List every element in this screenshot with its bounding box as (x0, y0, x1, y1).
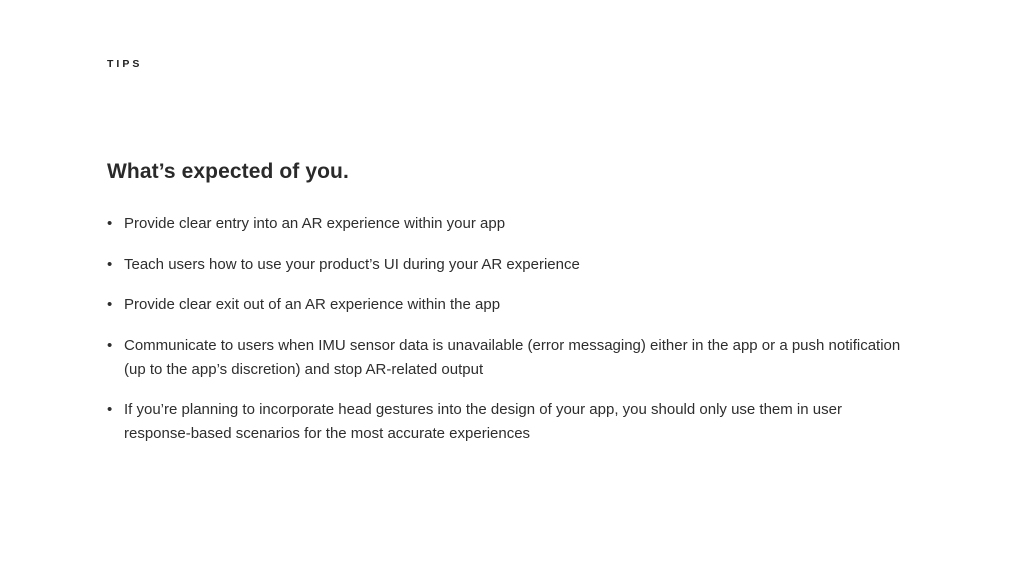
list-item (107, 212, 907, 236)
tip-text: Communicate to users when IMU sensor data is unavailable (error messaging) either in the app or a push notification (up to the app’s discretion) and stop AR-related output (124, 336, 901, 378)
section-eyebrow: TIPS (107, 58, 143, 70)
list-item (107, 334, 907, 382)
bullet-icon: • (107, 215, 113, 232)
bullet-icon: • (107, 336, 113, 354)
page-title: What’s expected of you. (107, 160, 349, 183)
tip-text: Provide clear entry into an AR experience within your app (124, 215, 506, 232)
list-item (107, 398, 907, 446)
tips-list (107, 212, 907, 463)
tip-text: Provide clear exit out of an AR experience within the app (124, 296, 501, 313)
tip-text: Teach users how to use your product’s UI during your AR experience (124, 255, 580, 273)
bullet-icon: • (107, 296, 113, 313)
bullet-icon: • (107, 401, 113, 418)
tip-text: If you’re planning to incorporate head gestures into the design of your app, you should only use them in user response-based scenarios for the most accurate experiences (124, 401, 842, 442)
bullet-icon: • (107, 255, 113, 273)
list-item (107, 293, 907, 317)
list-item (107, 253, 907, 277)
